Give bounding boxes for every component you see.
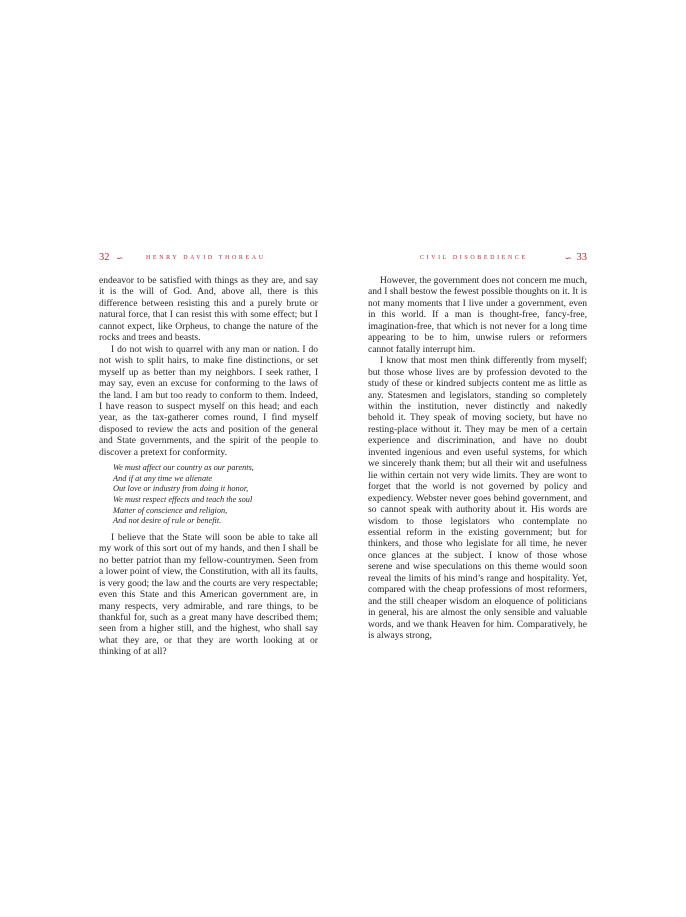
ornament-icon: ∽ (116, 253, 124, 263)
running-head-author: HENRY DAVID THOREAU (146, 255, 266, 261)
paragraph: endeavor to be satisfied with things as they are, and say it is the will of God. And, above all, there is this difference between resisting this and a purely brute or natural force, that I can resist this with some effect; but I cannot expect, like Orpheus, to change the nature of the rocks and trees and beasts. (99, 275, 318, 344)
paragraph: I believe that the State will soon be able to take all my work of this sort out of my hands, and then I shall be no better patriot than my fellow-countrymen. Seen from a lower point of view, the Constitution, with all its faults, is very good; the law and the courts are very respectable; even this State and this American government are, in many respects, very admirable, and rare things, to be thankful for, such as a great many have described them; seen from a higher still, and the highest, who shall say what they are, or that they are worth looking at or thinking of at all? (99, 531, 318, 658)
ornament-icon: ∽ (564, 253, 572, 263)
verse-line: Matter of conscience and religion, (113, 505, 228, 515)
paragraph: I know that most men think differently from myself; but those whose lives are by profession devoted to the study of these or kindred subjects content me as little as any. Statesmen and legislators, standing so completely within the institution, never distinctly and nakedly behold it. They speak of moving society, but have no resting-place without it. They may be men of a certain experience and discrimination, and have no doubt invented ingenious and even useful systems, for which we sincerely thank them; but all their wit and usefulness lie within certain not very wide limits. They are wont to forget that the world is not governed by policy and expediency. Webster never goes behind government, and so cannot speak with authority about it. His words are wisdom to those legislators who contemplate no essential reform in the existing government; but for thinkers, and those who legislate for all time, he never once glances at the subject. I know of those whose serene and wise speculations on this theme would soon reveal the limits of his mind’s range and hospitality. Yet, compared with the cheap professions of most reformers, and the still cheaper wisdom an eloquence of politicians in general, his are almost the only sensible and valuable words, and we thank Heaven for him. Comparatively, he is always strong, (368, 355, 587, 642)
right-body-text (368, 275, 587, 642)
verse-line: And if at any time we alienate (113, 473, 213, 483)
left-body-text (99, 275, 318, 658)
verse-quotation (113, 463, 318, 527)
verse-line: We must respect effects and teach the soul (113, 495, 253, 505)
verse-line: And not desire of rule or benefit. (113, 516, 222, 526)
verse-line: Out love or industry from doing it honor, (113, 484, 249, 494)
page-number-left: 32 (99, 252, 110, 263)
left-page (99, 252, 318, 658)
page-number-right: 33 (576, 252, 587, 263)
verse-line: We must affect our country as our parents, (113, 463, 254, 473)
right-page (368, 252, 587, 642)
running-head-title: CIVIL DISOBEDIENCE (420, 255, 528, 261)
paragraph: I do not wish to quarrel with any man or nation. I do not wish to split hairs, to make fine distinctions, or set myself up as better than my neighbors. I seek rather, I may say, even an excuse for conforming to the laws of the land. I am but too ready to conform to them. Indeed, I have reason to suspect myself on this head; and each year, as the tax-gatherer comes round, I find myself disposed to review the acts and position of the general and State governments, and the spirit of the people to discover a pretext for conformity. (99, 343, 318, 458)
paragraph: However, the government does not concern me much, and I shall bestow the fewest possible thoughts on it. It is not many moments that I live under a government, even in this world. If a man is thought-free, fancy-free, imagination-free, that which is not never for a long time appearing to be to him, unwise rulers or reformers cannot fatally interrupt him. (368, 275, 587, 355)
right-running-head (368, 252, 587, 266)
left-running-head (99, 252, 318, 266)
